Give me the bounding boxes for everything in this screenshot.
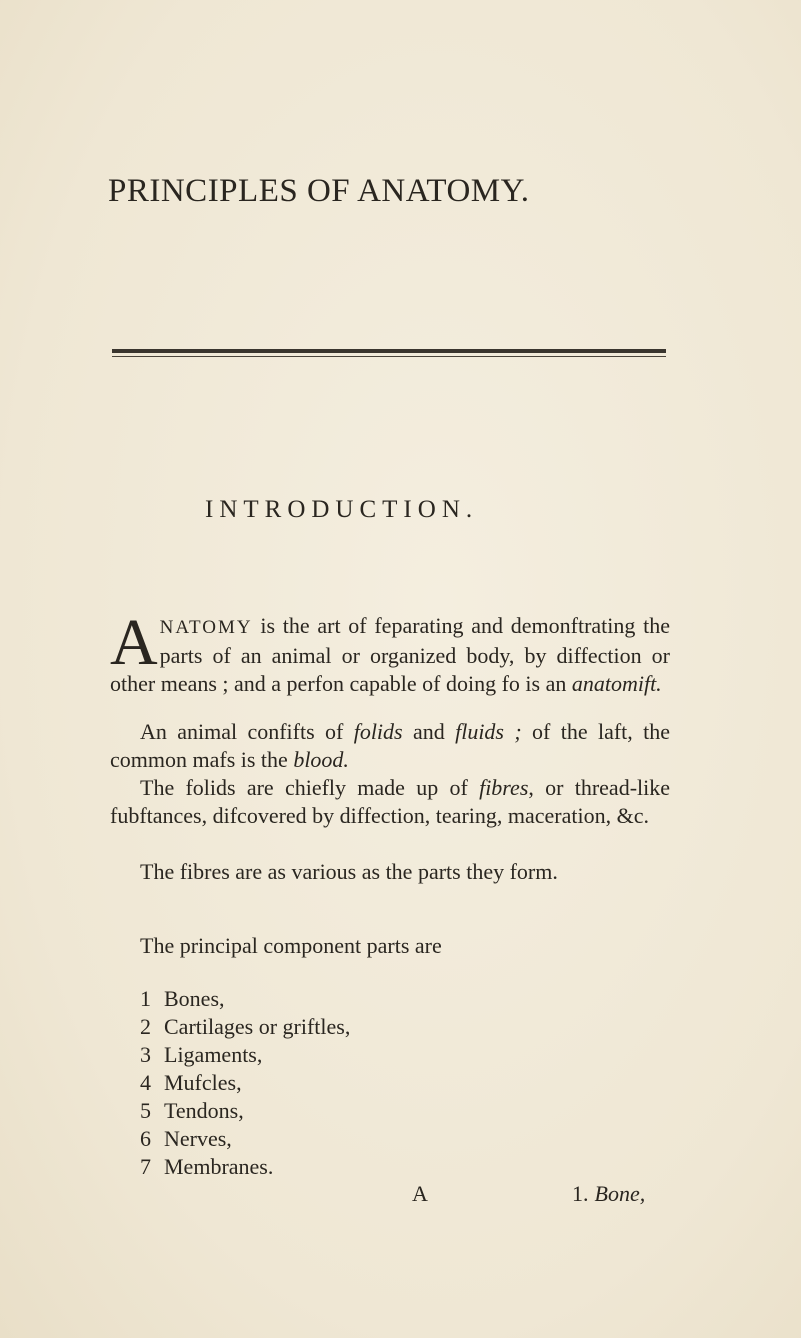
paragraph-solids-fluids bbox=[110, 718, 670, 774]
heading-rule-thick bbox=[112, 349, 666, 353]
paragraph-text: and bbox=[402, 719, 456, 744]
list-label: Mufcles, bbox=[164, 1070, 242, 1095]
italic-term: folids bbox=[353, 719, 403, 744]
list-item bbox=[140, 1041, 540, 1069]
list-label: Nerves, bbox=[164, 1126, 232, 1151]
list-item bbox=[140, 1013, 540, 1041]
component-list bbox=[140, 985, 540, 1181]
running-head: PRINCIPLES OF ANATOMY. bbox=[108, 173, 530, 209]
paragraph-definition bbox=[110, 606, 670, 698]
heading-rule-thin bbox=[112, 356, 666, 357]
paragraph-text: of the laft, the common mafs is the bbox=[110, 719, 670, 772]
list-number: 7 bbox=[140, 1154, 151, 1179]
list-number: 1 bbox=[140, 986, 151, 1011]
list-label: Membranes. bbox=[164, 1154, 274, 1179]
list-item bbox=[140, 1097, 540, 1125]
paragraph-text: An animal confifts of bbox=[140, 719, 354, 744]
list-number: 4 bbox=[140, 1070, 151, 1095]
list-item bbox=[140, 985, 540, 1013]
paragraph-fibres bbox=[110, 774, 670, 830]
list-label: Cartilages or griftles, bbox=[164, 1014, 351, 1039]
italic-term: blood. bbox=[293, 747, 349, 772]
paragraph-text: The folids are chiefly made up of bbox=[140, 775, 480, 800]
paragraph-text: , or thread-like fubftances, difcovered by diffection, tearing, maceration, &c. bbox=[110, 775, 671, 828]
signature-mark: A bbox=[412, 1181, 428, 1206]
list-number: 3 bbox=[140, 1042, 151, 1067]
list-item bbox=[140, 1153, 540, 1181]
drop-cap: A bbox=[110, 606, 158, 679]
paragraph-components-intro: The principal component parts are bbox=[140, 933, 442, 958]
catchword-number: 1. bbox=[572, 1181, 589, 1206]
list-number: 6 bbox=[140, 1126, 151, 1151]
paragraph-text: is the art of feparating and demonftrating the parts of an animal or organized body, by diffection or other means ; and a perfon capable of doing fo is an bbox=[110, 613, 670, 696]
list-item bbox=[140, 1125, 540, 1153]
italic-term: fibres bbox=[479, 775, 529, 800]
list-number: 2 bbox=[140, 1014, 151, 1039]
paragraph-fibres-various: The fibres are as various as the parts they form. bbox=[140, 859, 558, 884]
list-item bbox=[140, 1069, 540, 1097]
list-label: Ligaments, bbox=[164, 1042, 263, 1067]
list-label: Bones, bbox=[164, 986, 225, 1011]
lead-word: NATOMY bbox=[159, 617, 253, 638]
list-number: 5 bbox=[140, 1098, 151, 1123]
catchword bbox=[572, 1181, 645, 1207]
catchword-word: Bone, bbox=[594, 1181, 646, 1206]
italic-term: anatomift. bbox=[571, 671, 662, 696]
section-heading: INTRODUCTION. bbox=[205, 496, 479, 523]
italic-term: fluids ; bbox=[455, 719, 522, 744]
list-label: Tendons, bbox=[164, 1098, 244, 1123]
